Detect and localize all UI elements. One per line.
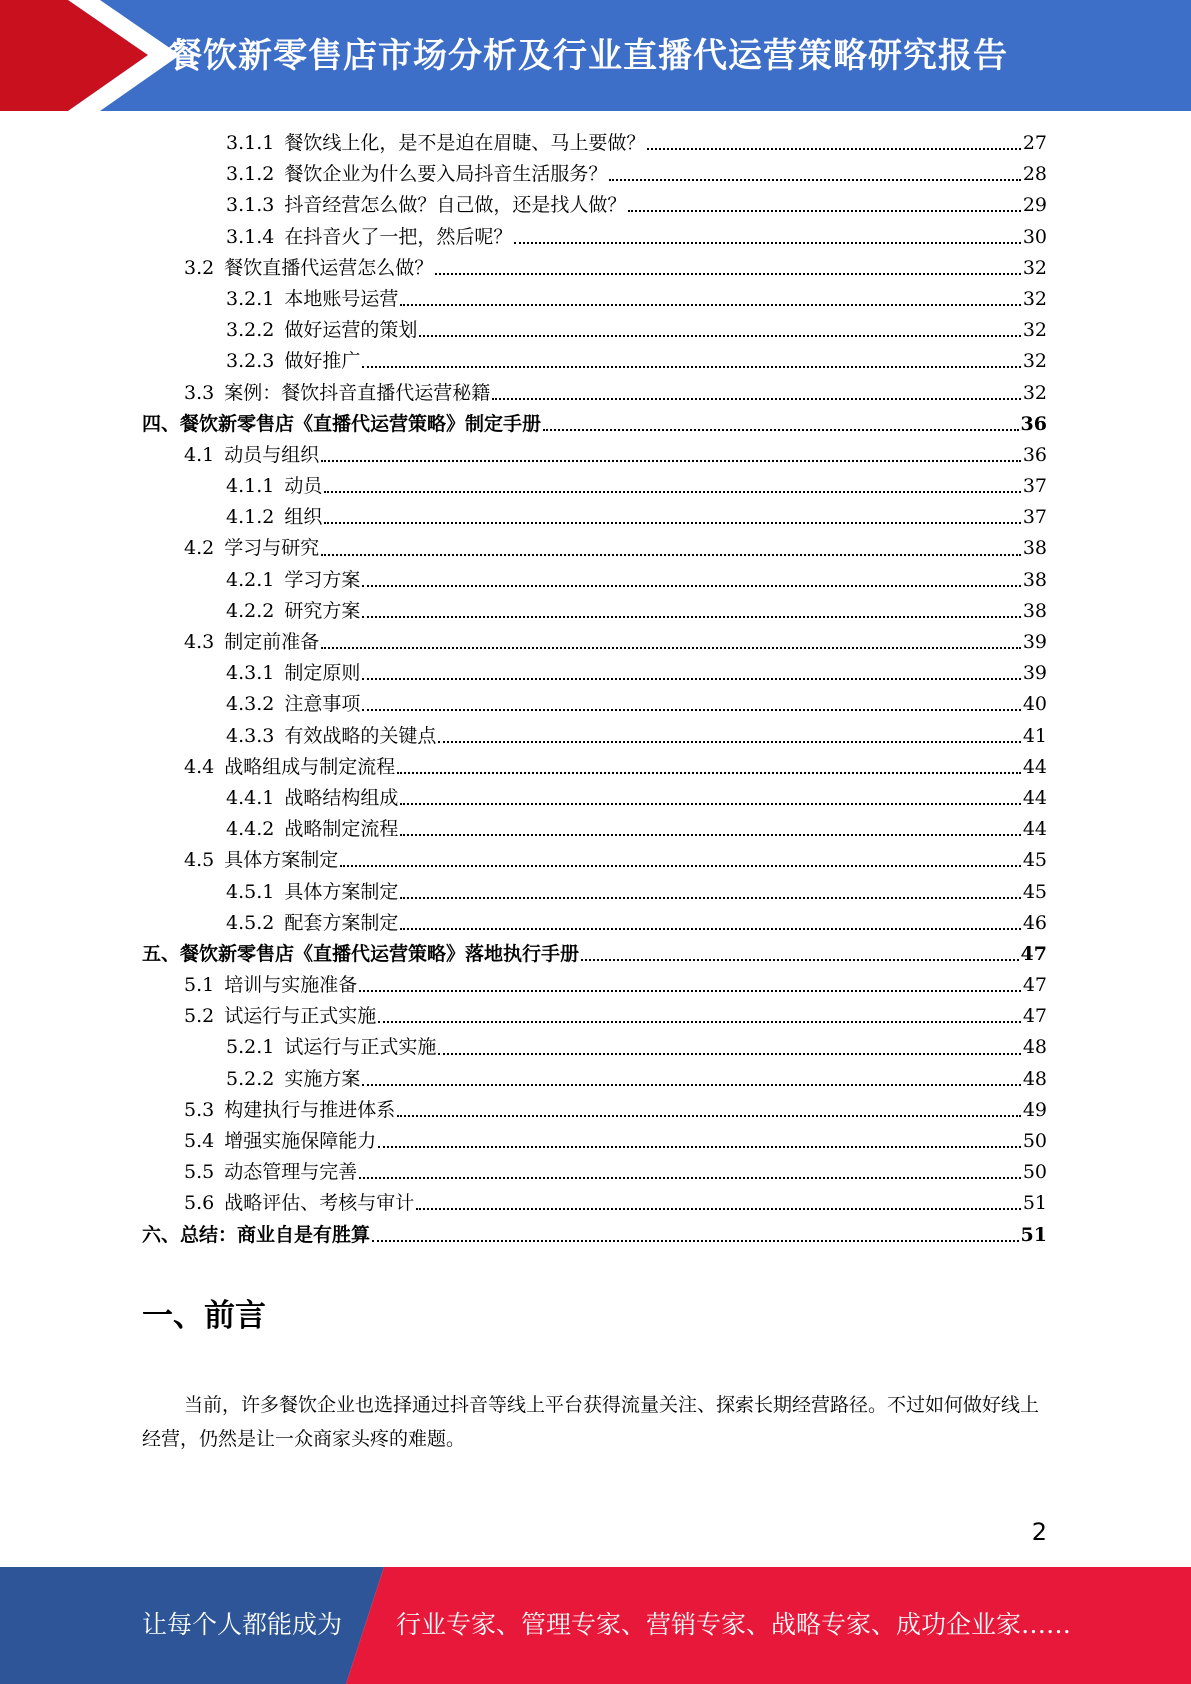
toc-entry-title: 六、总结：商业自是有胜算	[142, 1223, 371, 1246]
toc-entry-page: 44	[1022, 786, 1047, 809]
toc-entry[interactable]	[142, 565, 1047, 596]
toc-entry-title: 动员	[284, 475, 323, 498]
toc-entry-title: 注意事项	[284, 693, 361, 716]
toc-entry-page: 39	[1022, 662, 1047, 685]
toc-entry[interactable]	[142, 440, 1047, 471]
toc-dot-leader	[321, 553, 1021, 556]
toc-entry-page: 32	[1022, 256, 1047, 279]
toc-dot-leader	[609, 178, 1020, 181]
toc-entry[interactable]	[142, 689, 1047, 720]
toc-dot-leader	[359, 1176, 1021, 1179]
toc-entry-number: 3.2.2	[226, 319, 275, 342]
toc-entry[interactable]	[142, 1157, 1047, 1188]
toc-entry-page: 51	[1020, 1223, 1047, 1246]
toc-entry[interactable]	[142, 908, 1047, 939]
toc-entry-number: 4.4.1	[226, 786, 275, 809]
toc-entry[interactable]	[142, 1095, 1047, 1126]
toc-entry[interactable]	[142, 315, 1047, 346]
toc-entry-number: 4.4.2	[226, 818, 275, 841]
toc-entry-title: 本地账号运营	[284, 287, 399, 310]
toc-entry-page: 47	[1022, 1005, 1047, 1028]
toc-entry-page: 48	[1022, 1036, 1047, 1059]
toc-entry-page: 37	[1022, 475, 1047, 498]
toc-entry-title: 在抖音火了一把，然后呢？	[284, 225, 513, 248]
toc-dot-leader	[581, 958, 1019, 961]
toc-entry-title: 制定原则	[284, 662, 361, 685]
toc-entry-title: 战略结构组成	[284, 786, 399, 809]
toc-entry-page: 32	[1022, 381, 1047, 404]
toc-entry[interactable]	[142, 596, 1047, 627]
toc-dot-leader	[378, 1020, 1021, 1023]
toc-entry[interactable]	[142, 222, 1047, 253]
toc-dot-leader	[362, 365, 1020, 368]
toc-entry[interactable]	[142, 1032, 1047, 1063]
toc-dot-leader	[362, 615, 1020, 618]
toc-entry-title: 动员与组织	[224, 443, 320, 466]
toc-entry-page: 32	[1022, 350, 1047, 373]
toc-entry-title: 构建执行与推进体系	[224, 1098, 396, 1121]
toc-entry[interactable]	[142, 502, 1047, 533]
toc-entry-page: 36	[1020, 412, 1047, 435]
toc-entry-title: 动态管理与完善	[224, 1161, 358, 1184]
toc-entry-title: 具体方案制定	[284, 880, 399, 903]
toc-entry-title: 餐饮直播代运营怎么做？	[224, 256, 434, 279]
toc-entry-page: 48	[1022, 1067, 1047, 1090]
toc-dot-leader	[340, 864, 1021, 867]
toc-entry-number: 5.2.2	[226, 1067, 275, 1090]
toc-entry-title: 配套方案制定	[284, 911, 399, 934]
toc-entry-number: 3.1.2	[226, 163, 275, 186]
toc-entry-title: 四、餐饮新零售店《直播代运营策略》制定手册	[142, 412, 542, 435]
toc-entry-title: 做好运营的策划	[284, 319, 418, 342]
page-number: 2	[1031, 1518, 1047, 1546]
footer-slogan-left: 让每个人都能成为	[142, 1610, 343, 1639]
toc-entry-page: 49	[1022, 1098, 1047, 1121]
toc-entry-page: 39	[1022, 631, 1047, 653]
report-title: 餐饮新零售店市场分析及行业直播代运营策略研究报告	[168, 36, 1008, 76]
toc-entry[interactable]	[142, 1001, 1047, 1032]
toc-entry-title: 抖音经营怎么做？自己做，还是找人做？	[284, 194, 627, 217]
toc-entry-title: 试运行与正式实施	[284, 1036, 437, 1059]
toc-dot-leader	[321, 646, 1021, 649]
page-footer	[0, 1567, 1191, 1684]
toc-entry-page: 36	[1022, 443, 1047, 466]
toc-entry-number: 4.2.2	[226, 599, 275, 622]
toc-entry-page: 50	[1022, 1161, 1047, 1184]
toc-dot-leader	[400, 896, 1020, 899]
toc-entry-number: 4.5	[184, 849, 215, 872]
page-header	[0, 0, 1191, 111]
toc-entry-page: 47	[1020, 942, 1047, 965]
toc-entry-number: 5.1	[184, 974, 215, 997]
table-of-contents	[142, 128, 1047, 1251]
toc-entry-title: 做好推广	[284, 350, 361, 373]
toc-dot-leader	[416, 1207, 1021, 1210]
toc-entry-title: 餐饮企业为什么要入局抖音生活服务？	[284, 163, 608, 186]
toc-entry-title: 五、餐饮新零售店《直播代运营策略》落地执行手册	[142, 942, 580, 965]
toc-entry-number: 4.2.1	[226, 568, 275, 591]
toc-entry[interactable]	[142, 159, 1047, 190]
toc-entry-number: 3.1.1	[226, 132, 275, 154]
toc-dot-leader	[362, 1083, 1020, 1086]
toc-dot-leader	[359, 989, 1021, 992]
toc-entry[interactable]	[142, 721, 1047, 752]
footer-slogan-right: 行业专家、管理专家、营销专家、战略专家、成功企业家……	[396, 1610, 1072, 1639]
toc-entry[interactable]	[142, 1220, 1047, 1251]
toc-entry[interactable]	[142, 284, 1047, 315]
toc-entry[interactable]	[142, 627, 1047, 658]
toc-entry-number: 5.2.1	[226, 1036, 275, 1059]
toc-entry-number: 4.1.1	[226, 475, 275, 498]
toc-entry[interactable]	[142, 877, 1047, 908]
toc-entry-page: 41	[1022, 724, 1047, 747]
toc-entry[interactable]	[142, 970, 1047, 1001]
toc-entry-title: 研究方案	[284, 599, 361, 622]
toc-entry-number: 4.5.1	[226, 880, 275, 903]
toc-entry-number: 3.2	[184, 256, 215, 279]
toc-entry-page: 38	[1022, 599, 1047, 622]
toc-entry-page: 44	[1022, 755, 1047, 778]
toc-entry-title: 战略制定流程	[284, 818, 399, 841]
toc-dot-leader	[435, 272, 1021, 275]
toc-dot-leader	[378, 1145, 1021, 1148]
toc-entry-page: 28	[1022, 163, 1047, 186]
toc-dot-leader	[362, 677, 1020, 680]
toc-entry-title: 增强实施保障能力	[224, 1130, 377, 1152]
toc-entry-page: 30	[1022, 225, 1047, 248]
toc-dot-leader	[362, 584, 1020, 587]
toc-dot-leader	[362, 708, 1020, 711]
section-heading: 一、前言	[142, 1298, 266, 1334]
toc-dot-leader	[492, 397, 1021, 400]
toc-dot-leader	[628, 209, 1020, 212]
toc-entry-page: 37	[1022, 506, 1047, 529]
toc-entry-number: 4.1	[184, 443, 215, 466]
toc-entry-number: 3.3	[184, 381, 215, 404]
toc-entry[interactable]	[142, 1126, 1047, 1157]
toc-entry-page: 46	[1022, 911, 1047, 934]
toc-entry-page: 45	[1022, 849, 1047, 872]
toc-entry-title: 试运行与正式实施	[224, 1005, 377, 1028]
toc-entry-number: 5.4	[184, 1130, 215, 1152]
toc-entry-number: 5.6	[184, 1192, 215, 1215]
toc-dot-leader	[438, 740, 1020, 743]
toc-entry-number: 4.3.2	[226, 693, 275, 716]
toc-entry[interactable]	[142, 845, 1047, 876]
toc-entry-title: 战略组成与制定流程	[224, 755, 396, 778]
toc-entry-page: 32	[1022, 287, 1047, 310]
toc-entry[interactable]	[142, 128, 1047, 159]
toc-dot-leader	[400, 927, 1020, 930]
toc-entry-number: 4.5.2	[226, 911, 275, 934]
toc-entry-title: 学习方案	[284, 568, 361, 591]
toc-entry-number: 3.2.3	[226, 350, 275, 373]
toc-dot-leader	[400, 833, 1020, 836]
toc-entry-title: 制定前准备	[224, 631, 320, 653]
toc-entry[interactable]	[142, 190, 1047, 221]
toc-entry[interactable]	[142, 378, 1047, 409]
toc-entry[interactable]	[142, 939, 1047, 970]
toc-entry[interactable]	[142, 533, 1047, 564]
toc-entry[interactable]	[142, 1188, 1047, 1219]
toc-entry-page: 29	[1022, 194, 1047, 217]
toc-entry-number: 4.3.1	[226, 662, 275, 685]
toc-entry-number: 4.1.2	[226, 506, 275, 529]
toc-entry-page: 51	[1022, 1192, 1047, 1215]
toc-entry-number: 4.3	[184, 631, 215, 653]
toc-entry-number: 5.3	[184, 1098, 215, 1121]
toc-entry[interactable]	[142, 1064, 1047, 1095]
toc-entry[interactable]	[142, 783, 1047, 814]
toc-dot-leader	[397, 1114, 1021, 1117]
toc-entry-title: 培训与实施准备	[224, 974, 358, 997]
toc-entry[interactable]	[142, 814, 1047, 845]
toc-entry-title: 学习与研究	[224, 537, 320, 560]
toc-entry-page: 32	[1022, 319, 1047, 342]
toc-dot-leader	[324, 521, 1020, 524]
toc-entry[interactable]	[142, 253, 1047, 284]
toc-entry-page: 40	[1022, 693, 1047, 716]
toc-entry-number: 3.1.4	[226, 225, 275, 248]
toc-dot-leader	[324, 490, 1020, 493]
toc-entry[interactable]	[142, 409, 1047, 440]
toc-dot-leader	[647, 147, 1020, 150]
toc-entry-title: 组织	[284, 506, 323, 529]
toc-entry-page: 27	[1022, 132, 1047, 154]
toc-dot-leader	[400, 802, 1020, 805]
toc-dot-leader	[321, 459, 1021, 462]
toc-entry-number: 3.1.3	[226, 194, 275, 217]
toc-entry-page: 47	[1022, 974, 1047, 997]
toc-entry[interactable]	[142, 471, 1047, 502]
toc-entry-page: 44	[1022, 818, 1047, 841]
toc-dot-leader	[419, 334, 1020, 337]
toc-entry[interactable]	[142, 346, 1047, 377]
toc-dot-leader	[543, 428, 1019, 431]
toc-entry-page: 38	[1022, 537, 1047, 560]
toc-entry[interactable]	[142, 658, 1047, 689]
toc-dot-leader	[400, 303, 1020, 306]
toc-entry-number: 5.2	[184, 1005, 215, 1028]
toc-dot-leader	[397, 771, 1021, 774]
toc-entry-title: 有效战略的关键点	[284, 724, 437, 747]
toc-entry-number: 5.5	[184, 1161, 215, 1184]
toc-entry-title: 实施方案	[284, 1067, 361, 1090]
toc-entry-page: 45	[1022, 880, 1047, 903]
toc-entry-number: 4.3.3	[226, 724, 275, 747]
body-paragraph: 当前，许多餐饮企业也选择通过抖音等线上平台获得流量关注、探索长期经营路径。不过如何做好线上经营，仍然是让一众商家头疼的难题。	[142, 1394, 1040, 1450]
toc-entry-title: 具体方案制定	[224, 849, 339, 872]
toc-entry-title: 案例：餐饮抖音直播代运营秘籍	[224, 381, 491, 404]
toc-dot-leader	[372, 1239, 1019, 1242]
toc-entry-number: 4.2	[184, 537, 215, 560]
toc-dot-leader	[438, 1052, 1020, 1055]
toc-entry-page: 38	[1022, 568, 1047, 591]
toc-entry-page: 50	[1022, 1130, 1047, 1152]
toc-dot-leader	[514, 241, 1020, 244]
toc-entry[interactable]	[142, 752, 1047, 783]
toc-entry-number: 3.2.1	[226, 287, 275, 310]
toc-entry-number: 4.4	[184, 755, 215, 778]
toc-entry-title: 战略评估、考核与审计	[224, 1192, 415, 1215]
toc-entry-title: 餐饮线上化，是不是迫在眉睫、马上要做？	[284, 132, 646, 154]
